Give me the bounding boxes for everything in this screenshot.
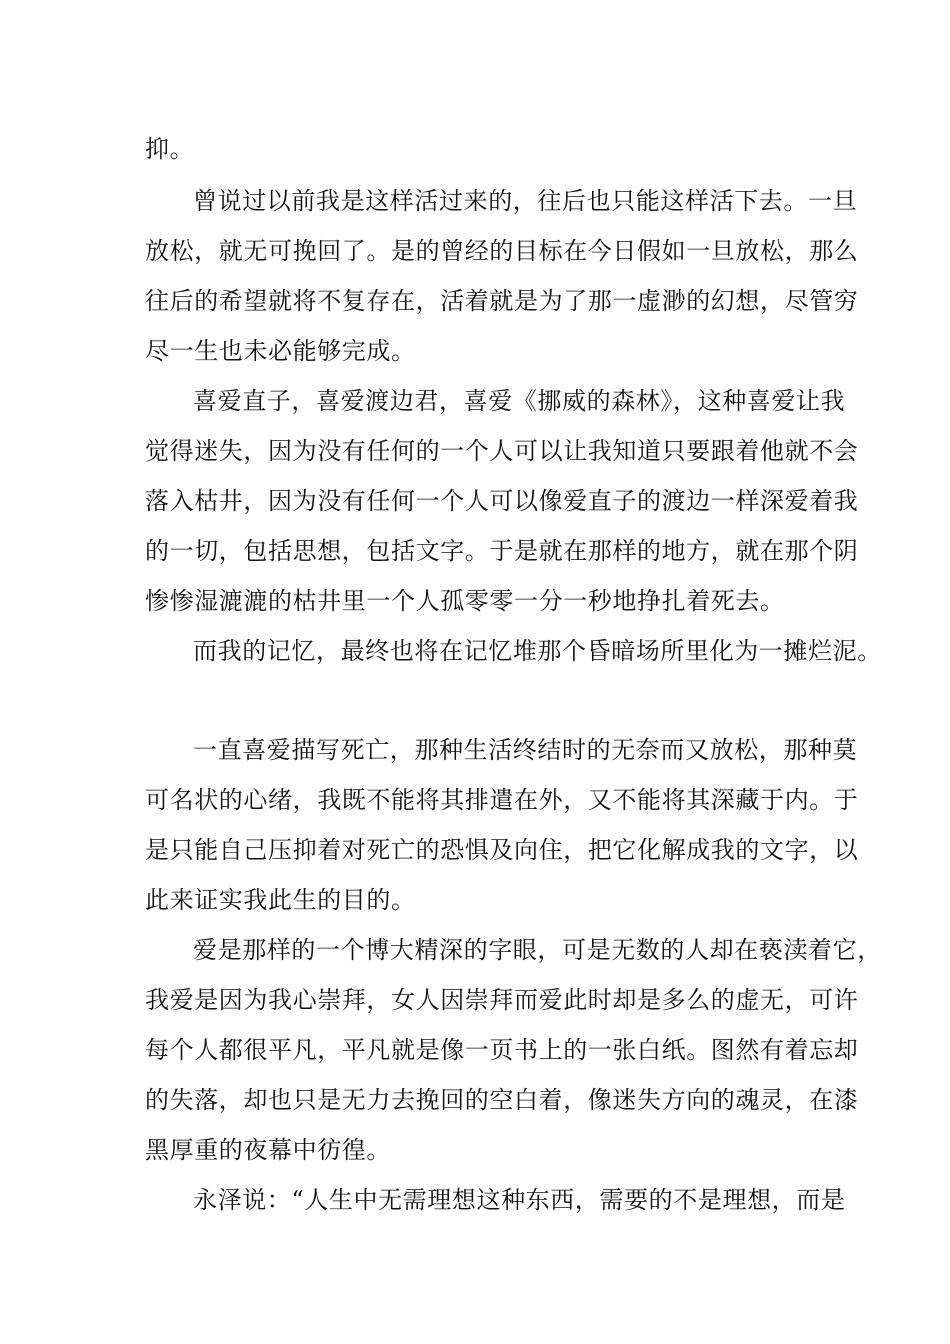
text-line: 往后的希望就将不复存在，活着就是为了那一虚渺的幻想，尽管穷: [145, 287, 859, 315]
text-line: 黑厚重的夜幕中彷徨。: [145, 1136, 391, 1164]
text-line: 抑。: [145, 135, 195, 163]
text-line: 是只能自己压抑着对死亡的恐惧及向住，把它化解成我的文字，以: [145, 836, 859, 864]
text-line: 觉得迷失，因为没有任何的一个人可以让我知道只要跟着他就不会: [145, 437, 859, 465]
text-line: 永泽说：“人生中无需理想这种东西，需要的不是理想，而是: [193, 1186, 846, 1214]
text-line: 的一切，包括思想，包括文字。于是就在那样的地方，就在那个阴: [145, 537, 859, 565]
text-line: 喜爱直子，喜爱渡边君，喜爱《挪威的森林》，这种喜爱让我: [193, 387, 846, 415]
text-line: 此来证实我此生的目的。: [145, 886, 416, 914]
text-line: 惨惨湿漉漉的枯井里一个人孤零零一分一秒地挣扎着死去。: [145, 587, 785, 615]
text-line: 尽一生也未必能够完成。: [145, 337, 416, 365]
text-line: 而我的记忆，最终也将在记忆堆那个昏暗场所里化为一摊烂泥。: [193, 637, 882, 665]
text-line: 放松，就无可挽回了。是的曾经的目标在今日假如一旦放松，那么: [145, 237, 859, 265]
text-line: 一直喜爱描写死亡，那种生活终结时的无奈而又放松，那种莫: [193, 736, 858, 764]
text-line: 我爱是因为我心崇拜，女人因崇拜而爱此时却是多么的虚无，可许: [145, 986, 859, 1014]
text-line: 曾说过以前我是这样活过来的，往后也只能这样活下去。一旦: [193, 187, 858, 215]
text-line: 可名状的心绪，我既不能将其排遣在外，又不能将其深藏于内。于: [145, 786, 859, 814]
text-line: 落入枯井，因为没有任何一个人可以像爱直子的渡边一样深爱着我: [145, 487, 859, 515]
text-line: 每个人都很平凡，平凡就是像一页书上的一张白纸。图然有着忘却: [145, 1036, 859, 1064]
text-line: 的失落，却也只是无力去挽回的空白着，像迷失方向的魂灵，在漆: [145, 1086, 859, 1114]
text-line: 爱是那样的一个博大精深的字眼，可是无数的人却在亵渎着它，: [193, 936, 882, 964]
